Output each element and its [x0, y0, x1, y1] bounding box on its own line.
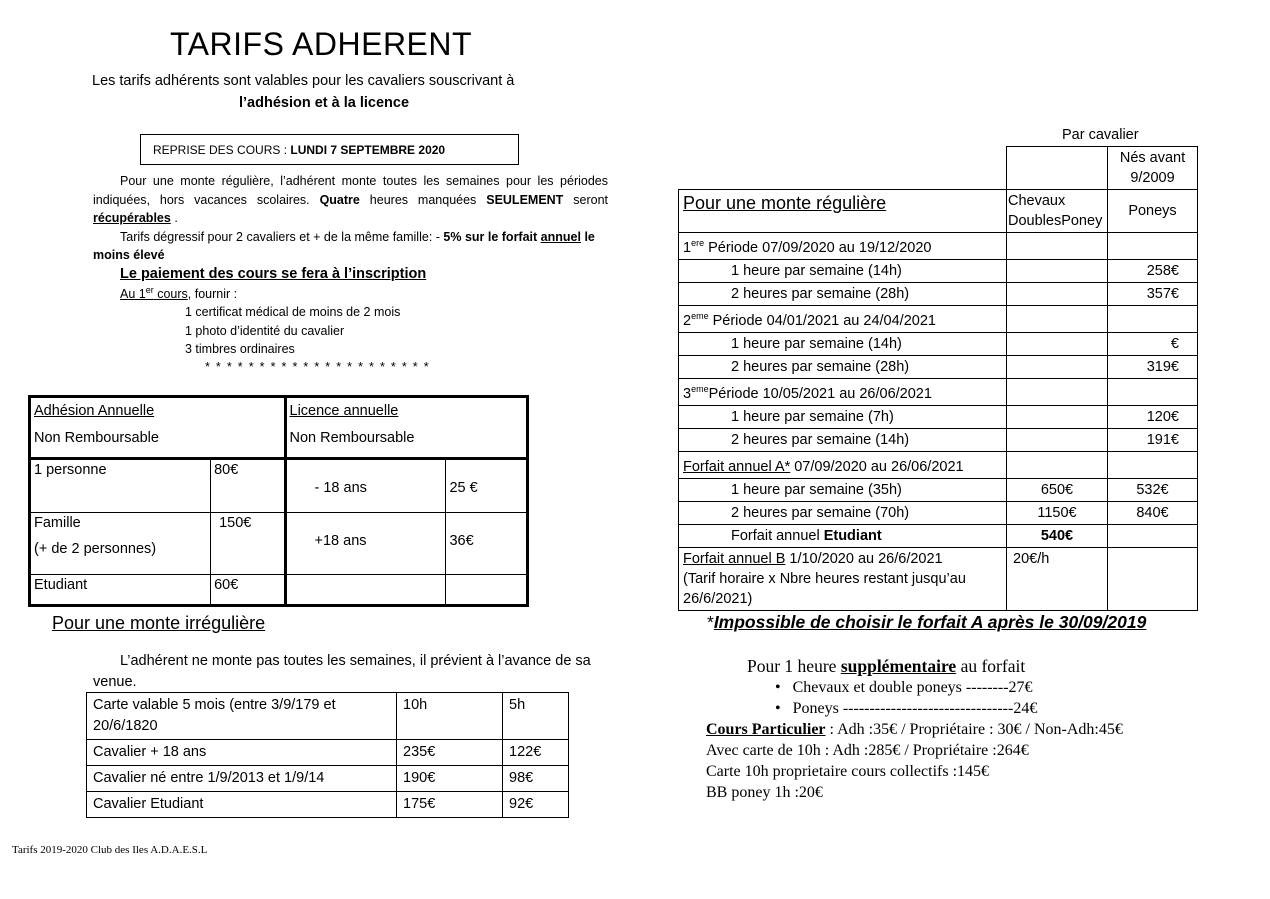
table-row	[679, 479, 1198, 502]
row-chevaux	[1007, 283, 1108, 306]
list-item: • Chevaux et double poneys --------27€	[775, 679, 1033, 696]
licence-row-label	[285, 575, 446, 606]
forfait-a-header	[679, 452, 1007, 479]
impossible-text: Impossible de choisir le forfait A après le 30/09/2019	[713, 612, 1147, 632]
irregular-b: 98€	[503, 766, 569, 792]
supp-post: au forfait	[956, 656, 1026, 676]
adhesion-row-price: 150€	[211, 513, 285, 575]
reprise-box	[140, 134, 519, 165]
row-label: 1 heure par semaine (7h)	[679, 406, 1007, 429]
par-cavalier-label: Par cavalier	[1062, 127, 1139, 143]
adhesion-row-label-cell	[30, 513, 211, 575]
document-item: 1 photo d’identité du cavalier	[185, 324, 345, 338]
cours-particulier-line	[706, 721, 1123, 739]
row-poneys: 191€	[1108, 429, 1198, 452]
fa-title: Forfait annuel A*	[683, 459, 791, 475]
supp-pre: Pour 1 heure	[747, 656, 841, 676]
licence-row-label: +18 ans	[285, 513, 446, 575]
p2-sup: eme	[691, 311, 709, 322]
row-label: 2 heures par semaine (14h)	[679, 429, 1007, 452]
row-poneys: 258€	[1108, 260, 1198, 283]
table-row	[679, 260, 1198, 283]
etudiant-label: Forfait annuel	[731, 528, 820, 544]
irregular-b: 122€	[503, 740, 569, 766]
nes-avant-header: Nés avant 9/2009	[1108, 147, 1198, 190]
irregular-title: Pour une monte irrégulière	[52, 613, 266, 633]
reprise-date: LUNDI 7 SEPTEMBRE 2020	[290, 143, 446, 157]
table-row	[679, 525, 1198, 548]
irregular-a: 235€	[397, 740, 503, 766]
licence-row-label: - 18 ans	[285, 459, 446, 513]
licence-row-price: 36€	[446, 513, 528, 575]
first-course-label	[120, 284, 238, 301]
au1-tail: , fournir :	[187, 287, 238, 301]
family-discount-paragraph	[93, 228, 608, 264]
fb-dates: 1/10/2020 au 26/6/2021	[785, 551, 943, 567]
subtitle-line-1: Les tarifs adhérents sont valables pour les cavaliers souscrivant à	[92, 73, 515, 89]
table-row	[87, 792, 569, 818]
row-label: 2 heures par semaine (28h)	[679, 356, 1007, 379]
fb-price: 20€/h	[1007, 548, 1108, 611]
au1-pre: Au 1	[120, 287, 146, 301]
row-label: 2 heures par semaine (70h)	[679, 502, 1007, 525]
adhesion-header-cell	[30, 397, 286, 459]
payment-heading: Le paiement des cours se fera à l’inscription	[120, 266, 427, 282]
reprise-label: REPRISE DES COURS :	[153, 143, 288, 157]
irregular-a: 190€	[397, 766, 503, 792]
table-row	[87, 740, 569, 766]
document-item: 1 certificat médical de moins de 2 mois	[185, 305, 401, 319]
impossible-star: *	[707, 612, 714, 632]
adhesion-row-price: 60€	[211, 575, 285, 606]
cours-part-label: Cours Particulier	[706, 721, 826, 738]
row-chevaux	[1007, 406, 1108, 429]
carte-prop-line: Carte 10h proprietaire cours collectifs :145€	[706, 763, 990, 780]
subtitle-line-2: l’adhésion et à la licence	[239, 95, 410, 111]
table-row	[87, 693, 569, 740]
regular-rules-paragraph	[93, 172, 608, 228]
irregular-label: Cavalier Etudiant	[87, 792, 397, 818]
document-item: 3 timbres ordinaires	[185, 342, 295, 356]
impossible-note	[707, 612, 1146, 633]
supplementaire-heading	[747, 656, 1025, 677]
fb-title: Forfait annuel B	[683, 551, 786, 567]
row-poneys: €	[1108, 333, 1198, 356]
p2-n: 2	[683, 313, 692, 329]
irregular-label: Cavalier né entre 1/9/2013 et 1/9/14	[87, 766, 397, 792]
au1-post: cours	[153, 287, 188, 301]
irregular-label: Carte valable 5 mois (entre 3/9/179 et 20/6/1820	[87, 693, 397, 740]
etudiant-bold: Etudiant	[823, 528, 882, 544]
etudiant-price: 540€	[1007, 525, 1108, 548]
para1-text3: seront	[573, 192, 608, 207]
row-chevaux	[1007, 260, 1108, 283]
table-row	[679, 429, 1198, 452]
table-row	[679, 406, 1198, 429]
fa-dates: 07/09/2020 au 26/06/2021	[790, 459, 964, 475]
para1-bold1: Quatre	[319, 192, 360, 207]
para1-bold2: SEULEMENT	[486, 192, 564, 207]
row-label: 2 heures par semaine (28h)	[679, 283, 1007, 306]
empty-header-cell	[1007, 147, 1108, 190]
period-1-header	[679, 233, 1007, 260]
stars-separator: * * * * * * * * * * * * * * * * * * * * *	[205, 360, 430, 374]
regular-title: Pour une monte régulière	[679, 190, 1007, 233]
row-chevaux	[1007, 333, 1108, 356]
row-poneys: 532€	[1108, 479, 1198, 502]
para2-bold2: annuel	[540, 230, 581, 244]
irregular-text: L’adhérent ne monte pas toutes les semaines, il prévient à l’avance de sa venue.	[93, 653, 591, 690]
row-chevaux	[1007, 429, 1108, 452]
adhesion-row-label: Etudiant	[30, 575, 211, 606]
list-item: • Poneys --------------------------------24€	[775, 700, 1038, 717]
page-title: TARIFS ADHERENT	[170, 26, 473, 62]
adhesion-subtitle: Non Remboursable	[34, 430, 159, 446]
p3-n: 3	[683, 386, 692, 402]
licence-header-cell	[285, 397, 527, 459]
adhesion-row-label: Famille	[34, 515, 81, 531]
row-chevaux: 1150€	[1007, 502, 1108, 525]
adhesion-title: Adhésion Annuelle	[34, 403, 155, 419]
period-2-header	[679, 306, 1007, 333]
para2-bold3: le moins élevé	[93, 230, 595, 262]
cours-part-text: : Adh :35€ / Propriétaire : 30€ / Non-Adh:45€	[825, 721, 1123, 738]
row-poneys: 319€	[1108, 356, 1198, 379]
period-3-header	[679, 379, 1007, 406]
irregular-b: 5h	[503, 693, 569, 740]
para1-bold3: récupérables	[93, 211, 171, 225]
adhesion-row-price: 80€	[211, 459, 285, 513]
irregular-b: 92€	[503, 792, 569, 818]
licence-row-price: 25 €	[446, 459, 528, 513]
p2-label: Période 04/01/2021 au 24/04/2021	[708, 313, 936, 329]
fb-note: (Tarif horaire x Nbre heures restant jusqu’au 26/6/2021)	[683, 571, 966, 607]
adhesion-row-label2: (+ de 2 personnes)	[34, 541, 157, 557]
adhesion-row-label: 1 personne	[30, 459, 211, 513]
p1-label: Période 07/09/2020 au 19/12/2020	[704, 240, 932, 256]
row-poneys: 840€	[1108, 502, 1198, 525]
etudiant-label-cell	[679, 525, 1007, 548]
bb-poney-line: BB poney 1h :20€	[706, 784, 823, 801]
irregular-a: 175€	[397, 792, 503, 818]
irregular-table	[86, 692, 569, 818]
row-chevaux: 650€	[1007, 479, 1108, 502]
row-label: 1 heure par semaine (14h)	[679, 333, 1007, 356]
table-row	[679, 283, 1198, 306]
poneys-header: Poneys	[1108, 190, 1198, 233]
table-row	[679, 502, 1198, 525]
forfait-b-cell	[679, 548, 1007, 611]
irregular-a: 10h	[397, 693, 503, 740]
adhesion-licence-table	[28, 395, 529, 607]
supp-item-label: Chevaux et double poneys --------27€	[792, 679, 1033, 696]
para2-text: Tarifs dégressif pour 2 cavaliers et + de la même famille: -	[120, 230, 440, 244]
irregular-label: Cavalier + 18 ans	[87, 740, 397, 766]
para1-text2: heures manquées	[369, 192, 477, 207]
table-row	[679, 333, 1198, 356]
carte10-line: Avec carte de 10h : Adh :285€ / Propriétaire :264€	[706, 742, 1029, 759]
regular-table	[678, 146, 1198, 611]
supp-bold: supplémentaire	[840, 656, 957, 676]
supp-item-label: Poneys --------------------------------24€	[792, 700, 1038, 717]
row-poneys: 120€	[1108, 406, 1198, 429]
para1-text4: .	[174, 211, 178, 225]
row-chevaux	[1007, 356, 1108, 379]
chevaux-header: Chevaux DoublesPoney	[1007, 190, 1108, 233]
p1-sup: ere	[691, 238, 705, 249]
para2-bold1: 5% sur le forfait	[443, 230, 538, 244]
p1-n: 1	[683, 240, 692, 256]
p3-sup: eme	[691, 384, 709, 395]
footer: Tarifs 2019-2020 Club des Iles A.D.A.E.S.L	[12, 844, 208, 856]
table-row	[87, 766, 569, 792]
row-label: 1 heure par semaine (14h)	[679, 260, 1007, 283]
licence-title: Licence annuelle	[289, 403, 399, 419]
au1-sup: er	[145, 284, 154, 295]
row-label: 1 heure par semaine (35h)	[679, 479, 1007, 502]
p3-label: Période 10/05/2021 au 26/06/2021	[708, 386, 932, 402]
licence-subtitle: Non Remboursable	[289, 430, 415, 446]
row-poneys: 357€	[1108, 283, 1198, 306]
para1-text: Pour une monte régulière, l’adhérent monte toutes les semaines pour les périodes indiquées, hors vacances scolaires.	[93, 174, 608, 207]
licence-row-price	[446, 575, 528, 606]
table-row	[679, 356, 1198, 379]
